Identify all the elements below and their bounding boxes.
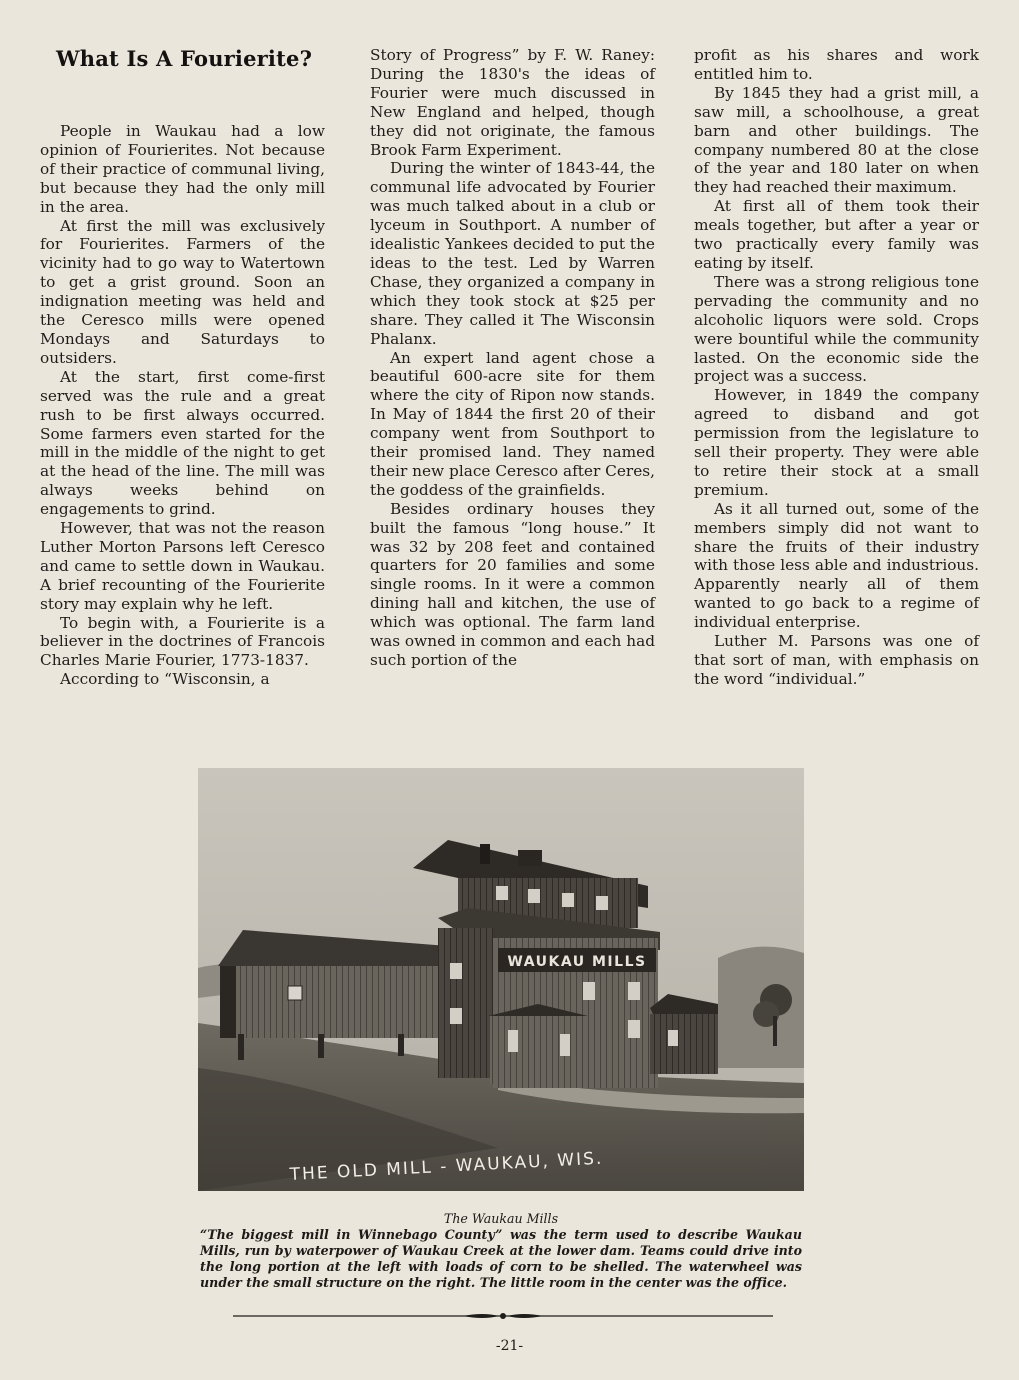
paragraph: However, that was not the reason Luther Morton Parsons left Ceresco and came to settle down in Waukau. A brief recounting of the Fourierite story may explain why he left. — [40, 519, 325, 613]
paragraph: An expert land agent chose a beautiful 600-acre site for them where the city of Ripon now stands. In May of 1844 the first 20 of their company went from Southport to their promised land. They named their new place Ceresco after Ceres, the goddess of the grainfields. — [370, 348, 655, 499]
paragraph: Story of Progress” by F. W. Raney: During the 1830's the ideas of Fourier were much discussed in New England and helped, though they did not originate, the famous Brook Farm Experiment. — [370, 46, 655, 159]
page-number: -21- — [495, 1338, 524, 1354]
wheelhouse-wall — [650, 1014, 718, 1074]
paragraph: As it all turned out, some of the members simply did not want to share the fruits of their industry with those less able and industrious. Apparently nearly all of them wanted to go back to a regime of individual enterprise. — [694, 499, 979, 632]
mill-photograph — [198, 768, 804, 1191]
cupola — [518, 850, 542, 866]
shed-window — [288, 986, 302, 1000]
paragraph: There was a strong religious tone pervading the community and no alcoholic liquors were sold. Crops were bountiful while the community lasted. On the economic side the project was a success. — [694, 272, 979, 386]
paragraph: Luther M. Parsons was one of that sort of man, with emphasis on the word “individual.” — [694, 632, 979, 688]
shed-post — [318, 1034, 324, 1058]
paragraph: People in Waukau had a low opinion of Fourierites. Not because of their practice of communal living, but because they had the only mill in the area. — [40, 122, 325, 216]
photo-caption — [200, 1211, 802, 1291]
shed-end — [220, 966, 236, 1038]
tree-trunk — [773, 1016, 777, 1046]
wheelhouse-window — [668, 1030, 678, 1046]
column-2 — [370, 46, 655, 670]
article-title: What Is A Fourierite? — [56, 46, 313, 71]
office-window — [508, 1030, 518, 1052]
paragraph: profit as his shares and work entitled him to. — [694, 46, 979, 83]
mill-sign: WAUKAU MILLS — [507, 954, 647, 970]
shed-post — [238, 1034, 244, 1060]
office-wall — [490, 1016, 586, 1084]
mill-illustration — [198, 768, 804, 1191]
caption-body: “The biggest mill in Winnebago County” was the term used to describe Waukau Mills, run by waterpower of Waukau Creek at the lower dam. Teams could drive into the long portion at the left with loads of corn to be shelled. The waterwheel was under the small structure on the right. The little room in the center was the office. — [200, 1227, 802, 1290]
paragraph: According to “Wisconsin, a — [60, 670, 270, 689]
paragraph: During the winter of 1843-44, the communal life advocated by Fourier was much talked about in a club or lyceum in Southport. A number of idealistic Yankees decided to put the ideas to the test. Led by Warren Chase, they organized a company in which they took stock at $25 per share. They called it The Wisconsin Phalanx. — [370, 159, 655, 348]
column-1 — [40, 122, 325, 689]
ornamental-divider — [233, 1311, 773, 1321]
paragraph: To begin with, a Fourierite is a believer in the doctrines of Francois Charles Marie Fourier, 1773-1837. — [40, 613, 325, 670]
shed-wall — [220, 966, 460, 1038]
column-3 — [694, 46, 979, 689]
shed-post — [398, 1034, 404, 1056]
paragraph: At the start, first come-first served was the rule and a great rush to be first always occurred. Some farmers even started for the mill in the middle of the night to get at the head of the line. The mill was always weeks behind on engagements to grind. — [40, 367, 325, 519]
paragraph: At first the mill was exclusively for Fourierites. Farmers of the vicinity had to go way to Watertown to get a grist ground. Soon an indignation meeting was held and the Ceresco mills were opened Mondays and Saturdays to outsiders. — [40, 216, 325, 367]
paragraph: However, in 1849 the company agreed to disband and got permission from the legislature to sell their property. They were able to retire their stock at a small premium. — [694, 386, 979, 499]
photo-inscription: THE OLD MILL - WAUKAU, WIS. — [289, 1148, 604, 1185]
caption-title: The Waukau Mills — [443, 1211, 559, 1226]
paragraph: By 1845 they had a grist mill, a saw mill, a schoolhouse, a great barn and other buildings. The company numbered 80 at the close of the year and 180 later on when they had reached their maximum. — [694, 83, 979, 197]
paragraph: Besides ordinary houses they built the famous “long house.” It was 32 by 208 feet and contained quarters for 20 families and some single rooms. In it were a common dining hall and kitchen, the use of which was optional. The farm land was owned in common and each had such portion of the — [370, 499, 655, 669]
chimney — [480, 844, 490, 864]
office-window — [560, 1034, 570, 1056]
paragraph: At first all of them took their meals together, but after a year or two practically every family was eating by itself. — [694, 197, 979, 272]
mill-side-wall — [438, 928, 493, 1078]
